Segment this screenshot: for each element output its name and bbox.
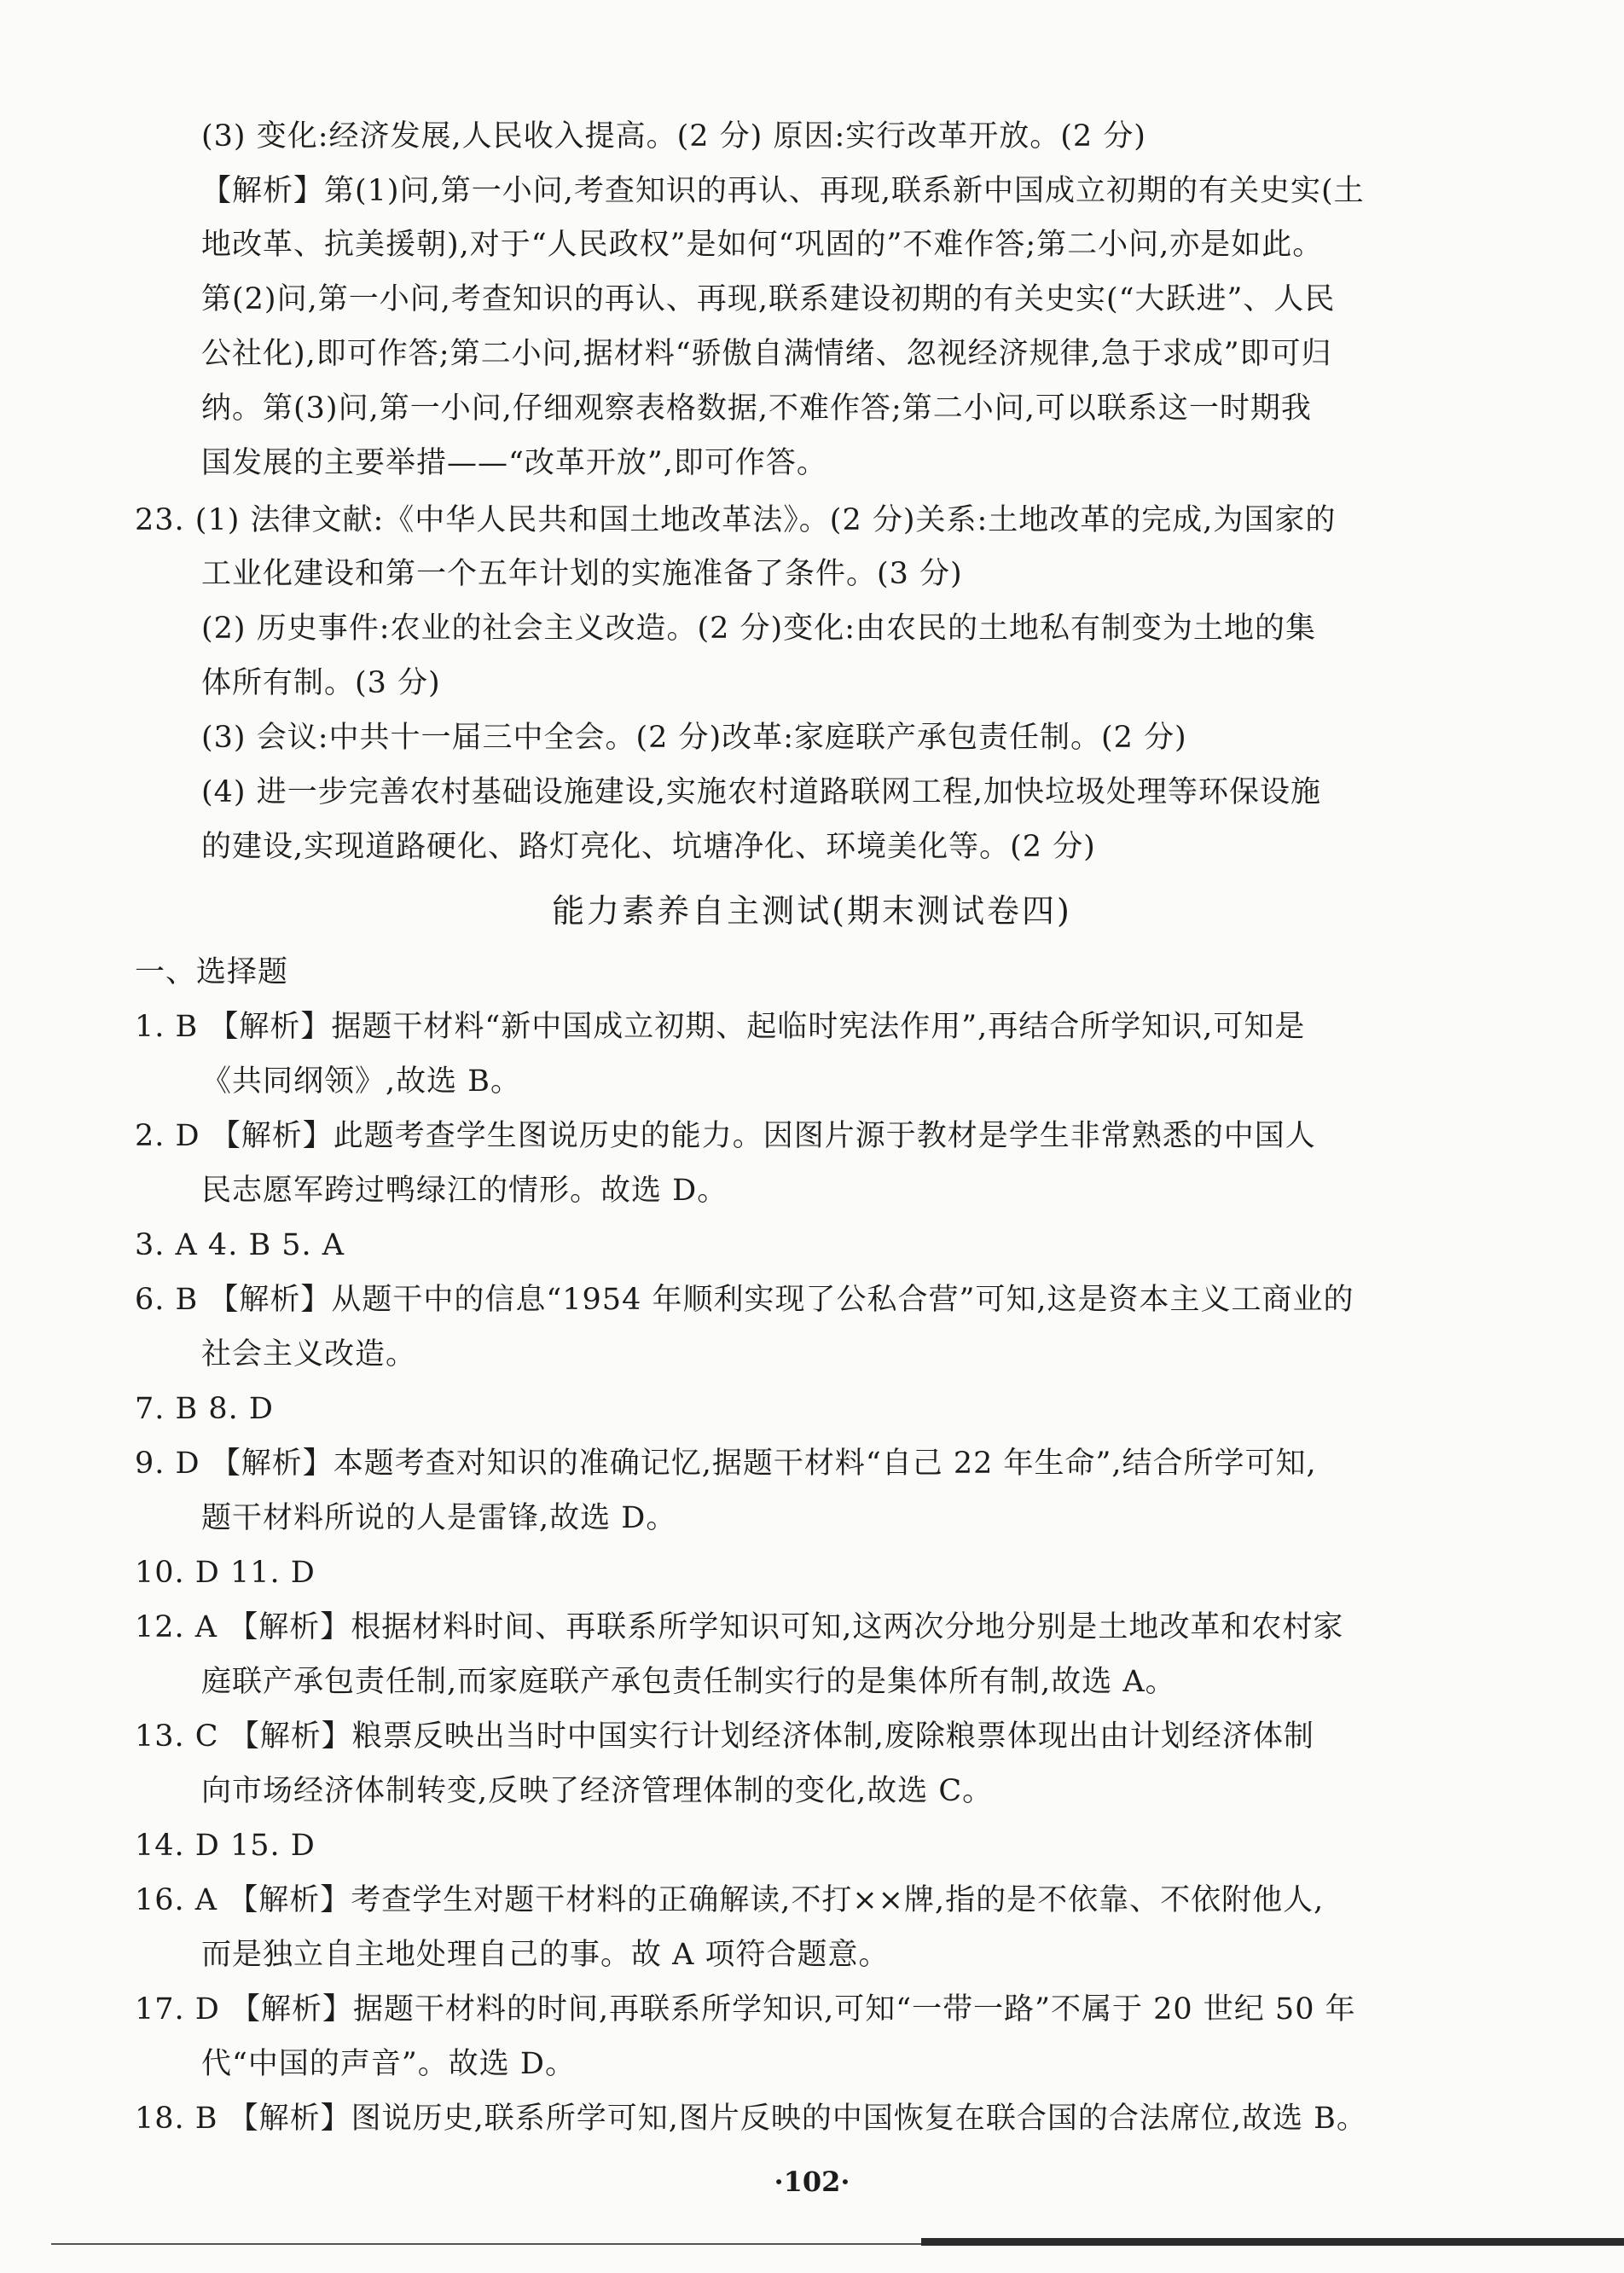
answer-line: 13. C 【解析】粮票反映出当时中国实行计划经济体制,废除粮票体现出由计划经济体制 bbox=[135, 1719, 1314, 1754]
answer-line: 12. A 【解析】根据材料时间、再联系所学知识可知,这两次分地分别是土地改革和农村家 bbox=[135, 1610, 1344, 1644]
text-line: 庭联产承包责任制,而家庭联产承包责任制实行的是集体所有制,故选 A。 bbox=[201, 1665, 1176, 1699]
text-line: 《共同纲领》,故选 B。 bbox=[201, 1064, 521, 1099]
text-line: 国发展的主要举措——“改革开放”,即可作答。 bbox=[201, 446, 827, 480]
text-line: 体所有制。(3 分) bbox=[201, 666, 441, 700]
text-line: 向市场经济体制转变,反映了经济管理体制的变化,故选 C。 bbox=[201, 1774, 994, 1808]
answer-23-line: 23. (1) 法律文献:《中华人民共和国土地改革法》。(2 分)关系:土地改革的完成,为国家的 bbox=[135, 503, 1337, 537]
answer-line: 18. B 【解析】图说历史,联系所学可知,图片反映的中国恢复在联合国的合法席位,故选 B。 bbox=[135, 2102, 1367, 2136]
text-line: 【解析】第(1)问,第一小问,考查知识的再认、再现,联系新中国成立初期的有关史实(土 bbox=[201, 174, 1365, 208]
text-line: 地改革、抗美援朝),对于“人民政权”是如何“巩固的”不难作答;第二小问,亦是如此。 bbox=[201, 228, 1324, 262]
answer-line: 7. B 8. D bbox=[135, 1392, 274, 1426]
text-line: 代“中国的声音”。故选 D。 bbox=[201, 2047, 576, 2081]
text-line: 工业化建设和第一个五年计划的实施准备了条件。(3 分) bbox=[201, 557, 963, 591]
answer-line: 14. D 15. D bbox=[135, 1829, 316, 1863]
text-line: (3) 会议:中共十一届三中全会。(2 分)改革:家庭联产承包责任制。(2 分) bbox=[201, 721, 1187, 755]
answer-line: 3. A 4. B 5. A bbox=[135, 1228, 345, 1262]
footer-rule-thick bbox=[921, 2238, 1624, 2246]
text-line: 的建设,实现道路硬化、路灯亮化、坑塘净化、环境美化等。(2 分) bbox=[201, 830, 1096, 864]
section-title: 能力素养自主测试(期末测试卷四) bbox=[552, 892, 1072, 930]
answer-line: 16. A 【解析】考查学生对题干材料的正确解读,不打××牌,指的是不依靠、不依附他人, bbox=[135, 1883, 1325, 1917]
text-line: (4) 进一步完善农村基础设施建设,实施农村道路联网工程,加快垃圾处理等环保设施 bbox=[201, 775, 1321, 809]
answer-line: 1. B 【解析】据题干材料“新中国成立初期、起临时宪法作用”,再结合所学知识,可知是 bbox=[135, 1010, 1306, 1044]
text-line: 而是独立自主地处理自己的事。故 A 项符合题意。 bbox=[201, 1938, 890, 1972]
page-number: ·102· bbox=[774, 2166, 850, 2198]
text-line: 民志愿军跨过鸭绿江的情形。故选 D。 bbox=[201, 1174, 728, 1208]
answer-line: 2. D 【解析】此题考查学生图说历史的能力。因图片源于教材是学生非常熟悉的中国人 bbox=[135, 1119, 1316, 1153]
text-line: 题干材料所说的人是雷锋,故选 D。 bbox=[201, 1501, 677, 1535]
text-line: 纳。第(3)问,第一小问,仔细观察表格数据,不难作答;第二小问,可以联系这一时期我 bbox=[201, 391, 1312, 426]
text-line: (3) 变化:经济发展,人民收入提高。(2 分) 原因:实行改革开放。(2 分) bbox=[201, 119, 1146, 154]
answer-line: 10. D 11. D bbox=[135, 1556, 316, 1590]
section-heading: 一、选择题 bbox=[135, 955, 289, 989]
text-line: 社会主义改造。 bbox=[201, 1337, 417, 1371]
text-line: 公社化),即可作答;第二小问,据材料“骄傲自满情绪、忽视经济规律,急于求成”即可归 bbox=[201, 337, 1332, 371]
answer-line: 17. D 【解析】据题干材料的时间,再联系所学知识,可知“一带一路”不属于 20 世纪 50 年 bbox=[135, 1992, 1356, 2027]
answer-line: 6. B 【解析】从题干中的信息“1954 年顺利实现了公私合营”可知,这是资本主义工商业的 bbox=[135, 1283, 1354, 1317]
text-line: (2) 历史事件:农业的社会主义改造。(2 分)变化:由农民的土地私有制变为土地的集 bbox=[201, 612, 1316, 646]
text-line: 第(2)问,第一小问,考查知识的再认、再现,联系建设初期的有关史实(“大跃进”、人民 bbox=[201, 282, 1336, 316]
answer-line: 9. D 【解析】本题考查对知识的准确记忆,据题干材料“自己 22 年生命”,结合所学可知, bbox=[135, 1447, 1317, 1481]
